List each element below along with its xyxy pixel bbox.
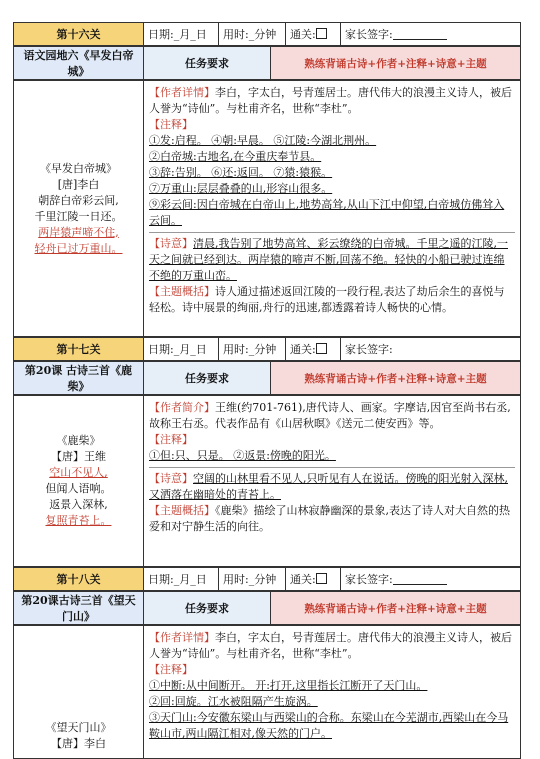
note-item: ③天门山:今安徽东梁山与西梁山的合称。东梁山在今芜湖市,西梁山在今马鞍山市,两山隔江相对,像天然的门户。 [149, 711, 509, 740]
poem-text [14, 626, 144, 759]
meaning: 【诗意】清晨,我告别了地势高耸、彩云缭绕的白帝城。千里之遥的江陵,一天之间就已经到达。两岸猿的啼声不断,回荡不绝。轻快的小船已驶过连绵不绝的万重山峦。 [149, 232, 515, 284]
parent-sign-field[interactable]: 家长签字: [341, 568, 521, 591]
note-item: ②白帝城:古地名,在今重庆奉节县。 [149, 150, 322, 163]
note-item: ①但:只、只是。 ②返景:傍晚的阳光。 [149, 449, 336, 462]
date-field[interactable]: 日期:_月_日 [144, 23, 219, 46]
task-label: 任务要求 [144, 362, 271, 395]
level-label: 第十六关 [14, 23, 144, 46]
level-16-content [13, 80, 521, 337]
note-item: ①中断:从中间断开。 开:打开,这里指长江断开了天门山。 [149, 679, 428, 692]
lesson-title: 语文园地六《早发白帝城》 [14, 47, 144, 80]
lesson-title: 第20课古诗三首《望天门山》 [14, 592, 144, 625]
poem-line: 空山不见人, [49, 466, 108, 479]
poem-author: [唐]李白 [57, 177, 100, 191]
meaning: 【诗意】空阔的山林里看不见人,只听见有人在说话。傍晚的阳光射入深林,又洒落在幽暗处的青苔上。 [149, 467, 515, 503]
level-17-content [13, 395, 521, 567]
sign-line [393, 574, 447, 585]
poem-text [14, 81, 144, 337]
pass-checkbox[interactable] [316, 573, 327, 584]
parent-sign-field[interactable]: 家长签字: [341, 338, 521, 361]
notes-heading: 【注释】 [149, 118, 193, 131]
level-18-content [13, 625, 521, 759]
pass-checkbox[interactable] [316, 28, 327, 39]
poem-line: 轻舟已过万重山。 [34, 241, 123, 255]
poem-line: 但闻人语响。 [45, 482, 112, 495]
pass-checkbox[interactable] [316, 343, 327, 354]
poem-title: 《望天门山》 [45, 721, 112, 734]
note-item: ②回:回旋。江水被阻隔产生旋涡。 [149, 695, 318, 708]
poem-line: 两岸猿声啼不住, [38, 225, 119, 239]
worksheet [13, 22, 520, 759]
task-goal: 熟练背诵古诗+作者+注释+诗意+主题 [271, 47, 521, 80]
level-label: 第十八关 [14, 568, 144, 591]
task-goal: 熟练背诵古诗+作者+注释+诗意+主题 [271, 362, 521, 395]
poem-line: 千里江陵一日还。 [34, 209, 123, 223]
time-field[interactable]: 用时:_分钟 [219, 568, 286, 591]
parent-sign-field[interactable]: 家长签字: [341, 23, 521, 46]
notes-heading: 【注释】 [149, 663, 193, 676]
level-16-body [13, 46, 521, 80]
poem-line: 复照青苔上。 [45, 514, 112, 527]
time-field[interactable]: 用时:_分钟 [219, 338, 286, 361]
level-16-table [13, 22, 521, 46]
poem-details [144, 626, 521, 759]
level-17-body [13, 361, 521, 395]
date-field[interactable]: 日期:_月_日 [144, 338, 219, 361]
note-item: ⑨彩云间:因白帝城在白帝山上,地势高耸,从山下江中仰望,白帝城仿佛耸入云间。 [149, 198, 505, 227]
author-info: 【作者详情】李白，字太白，号青莲居士。唐代伟大的浪漫主义诗人，被后人誉为“诗仙”。与杜甫齐名，世称“李杜”。 [149, 86, 512, 115]
note-item: ⑦万重山:层层叠叠的山,形容山很多。 [149, 182, 333, 195]
level-18-body [13, 591, 521, 625]
level-18-table [13, 567, 521, 591]
poem-details [144, 81, 521, 337]
poem-line: 朝辞白帝彩云间, [38, 193, 119, 207]
pass-field[interactable]: 通关: [286, 338, 341, 361]
author-info: 【作者简介】王维(约701-761),唐代诗人、画家。字摩诘,因官至尚书右丞,故称王右丞。代表作品有《山居秋暝》《送元二使安西》等。 [149, 401, 511, 430]
note-item: ③辞:告别。 ⑥还:返回。 ⑦猿:猿猴。 [149, 166, 333, 179]
pass-field[interactable]: 通关: [286, 568, 341, 591]
poem-author: 【唐】王维 [51, 450, 106, 463]
lesson-title: 第20课 古诗三首《鹿柴》 [14, 362, 144, 395]
sign-line [393, 29, 447, 40]
level-label: 第十七关 [14, 338, 144, 361]
task-label: 任务要求 [144, 47, 271, 80]
date-field[interactable]: 日期:_月_日 [144, 568, 219, 591]
author-info: 【作者详情】李白，字太白，号青莲居士。唐代伟大的浪漫主义诗人，被后人誉为“诗仙”。与杜甫齐名，世称“李杜”。 [149, 631, 512, 660]
theme: 【主题概括】《鹿柴》描绘了山林寂静幽深的景象,表达了诗人对大自然的热爱和对宁静生活的向往。 [149, 504, 510, 533]
poem-title: 《早发白帝城》 [40, 161, 117, 175]
task-label: 任务要求 [144, 592, 271, 625]
poem-author: 【唐】李白 [51, 737, 106, 750]
notes-heading: 【注释】 [149, 433, 193, 446]
level-17-table [13, 337, 521, 361]
note-item: ①发:启程。 ④朝:早晨。 ⑤江陵:今湖北荆州。 [149, 134, 377, 147]
poem-title: 《鹿柴》 [56, 434, 101, 447]
theme: 【主题概括】诗人通过描述返回江陵的一段行程,表达了劫后余生的喜悦与轻松。诗中展景的绚丽,舟行的迅速,都透露着诗人畅快的心情。 [149, 285, 505, 314]
poem-details [144, 396, 521, 567]
pass-field[interactable]: 通关: [286, 23, 341, 46]
poem-text [14, 396, 144, 567]
poem-line: 返景入深林, [49, 498, 108, 511]
task-goal: 熟练背诵古诗+作者+注释+诗意+主题 [271, 592, 521, 625]
time-field[interactable]: 用时:_分钟 [219, 23, 286, 46]
